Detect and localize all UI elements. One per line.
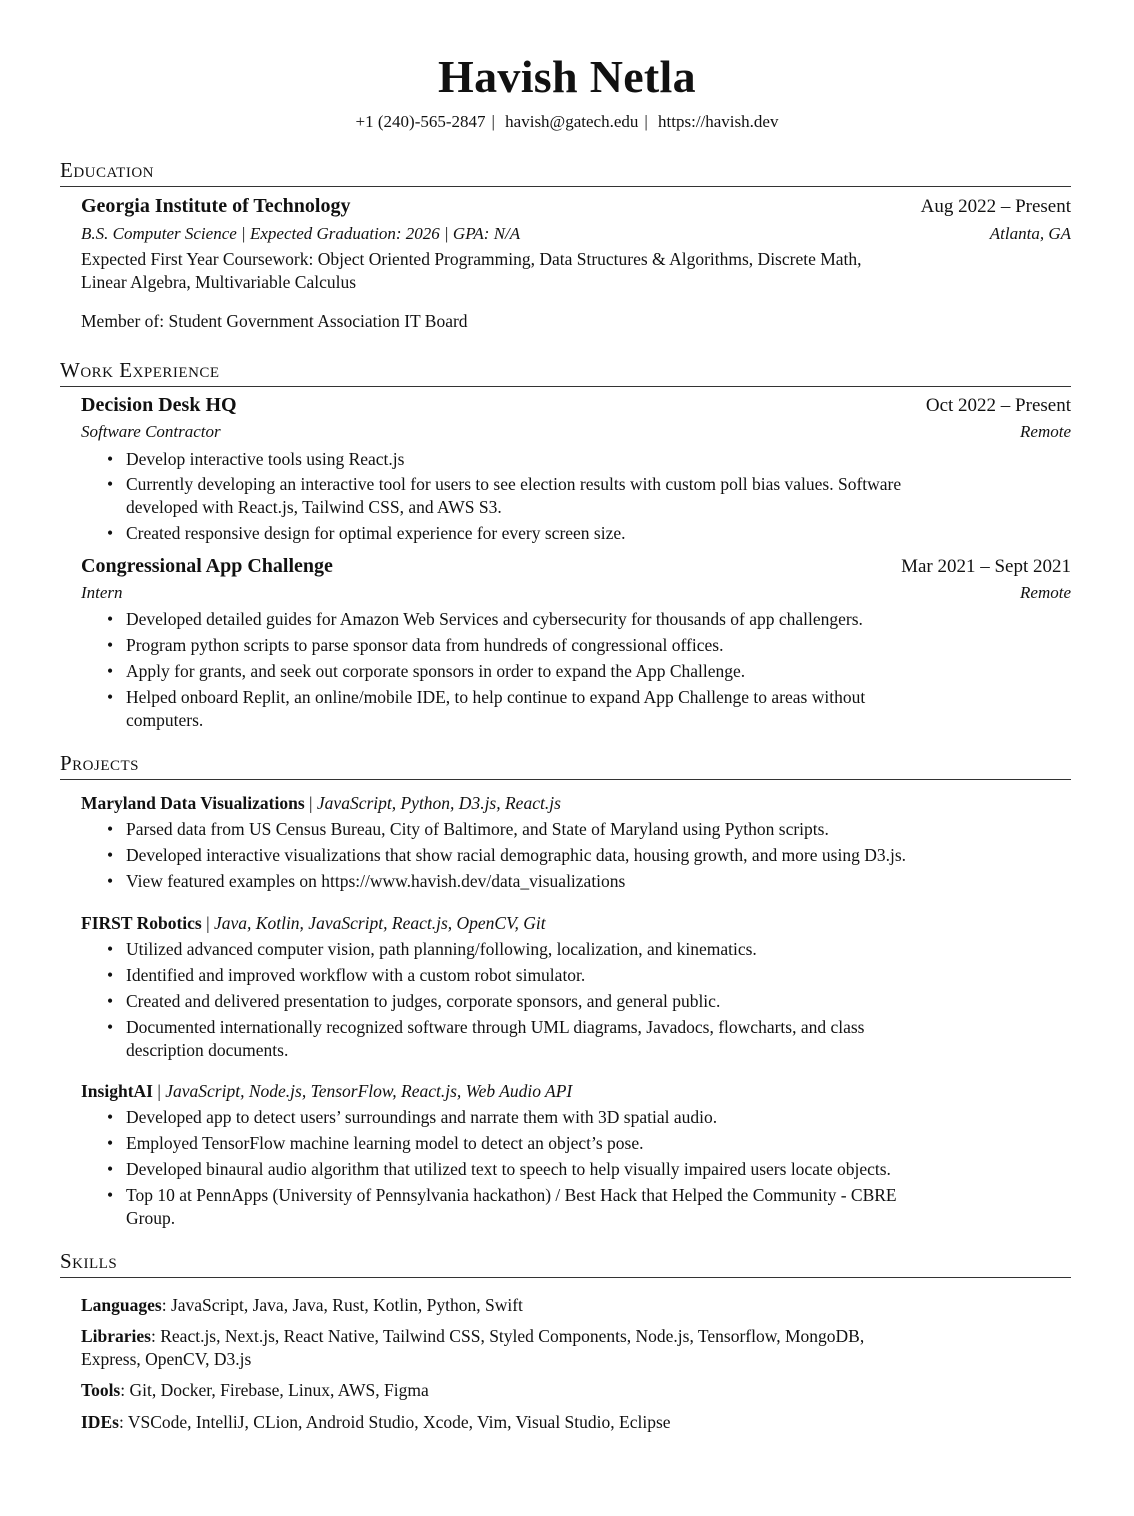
project-bullet: Parsed data from US Census Bureau, City of Baltimore, and State of Maryland using Python scripts. [126,819,829,839]
project-heading [81,793,561,814]
project-bullet: Developed interactive visualizations that show racial demographic data, housing growth, and more using D3.js. [126,845,907,865]
degree-line: B.S. Computer Science | Expected Graduation: 2026 | GPA: N/A [81,224,521,243]
skills-ides [81,1412,671,1433]
job-role: Intern [81,583,123,602]
candidate-name: Havish Netla [438,51,696,102]
skills-value: : JavaScript, Java, Java, Rust, Kotlin, Python, Swift [161,1295,523,1315]
project-bullet-continued: description documents. [126,1040,289,1060]
membership-line: Member of: Student Government Association IT Board [81,311,468,331]
separator: | [157,1081,161,1101]
bullet-marker: • [107,687,114,707]
job-dates: Oct 2022 – Present [925,395,1071,416]
job-bullet-continued: computers. [126,710,204,730]
bullet-marker: • [107,635,114,655]
project-tech: JavaScript, Python, D3.js, React.js [316,793,561,813]
bullet-marker: • [107,523,114,543]
contact-line [0,112,1134,132]
skills-label: Libraries [81,1326,151,1346]
bullet-marker: • [107,939,114,959]
project-bullet: Developed app to detect users’ surroundings and narrate them with 3D spatial audio. [126,1107,718,1127]
project-bullet: Documented internationally recognized software through UML diagrams, Javadocs, flowcharts, and class [126,1017,865,1037]
job-company: Decision Desk HQ [81,394,237,416]
separator: | [491,112,495,131]
job-bullet: Developed detailed guides for Amazon Web Services and cybersecurity for thousands of app challengers. [126,609,863,629]
project-bullet-continued: Group. [126,1208,176,1228]
school-name: Georgia Institute of Technology [81,195,351,217]
skills-languages [81,1295,523,1316]
bullet-marker: • [107,1017,114,1037]
skills-libraries-continued: Express, OpenCV, D3.js [81,1349,252,1369]
project-bullet: Utilized advanced computer vision, path planning/following, localization, and kinematics. [126,939,757,959]
project-tech: Java, Kotlin, JavaScript, React.js, OpenCV, Git [214,913,546,933]
education-location: Atlanta, GA [989,224,1071,243]
bullet-marker: • [107,1159,114,1179]
bullet-marker: • [107,609,114,629]
job-dates: Mar 2021 – Sept 2021 [901,556,1071,577]
skills-label: Languages [81,1295,162,1315]
skills-libraries [81,1326,864,1347]
project-heading [81,913,546,934]
job-location: Remote [1020,583,1071,602]
separator: | [309,793,313,813]
skills-label: Tools [81,1380,121,1400]
job-bullet: Created responsive design for optimal experience for every screen size. [126,523,626,543]
project-name: FIRST Robotics [81,913,202,933]
job-bullet: Helped onboard Replit, an online/mobile IDE, to help continue to expand App Challenge to areas without [126,687,866,707]
section-title-education: Education [60,158,154,182]
project-name: InsightAI [81,1081,153,1101]
project-name: Maryland Data Visualizations [81,793,305,813]
education-dates: Aug 2022 – Present [920,196,1071,217]
section-divider [60,186,1071,187]
bullet-marker: • [107,991,114,1011]
bullet-marker: • [107,871,114,891]
coursework-line: Expected First Year Coursework: Object Oriented Programming, Data Structures & Algorithms, Discrete Math, [81,249,862,269]
job-bullet-continued: developed with React.js, Tailwind CSS, and AWS S3. [126,497,502,517]
project-heading [81,1081,572,1102]
bullet-marker: • [107,474,114,494]
skills-value: : Git, Docker, Firebase, Linux, AWS, Figma [120,1380,429,1400]
project-bullet: Created and delivered presentation to judges, corporate sponsors, and general public. [126,991,721,1011]
section-title-work: Work Experience [60,358,220,382]
section-divider [60,386,1071,387]
section-divider [60,779,1071,780]
project-tech: JavaScript, Node.js, TensorFlow, React.js, Web Audio API [165,1081,573,1101]
bullet-marker: • [107,449,114,469]
skills-tools [81,1380,429,1401]
job-bullet: Program python scripts to parse sponsor data from hundreds of congressional offices. [126,635,724,655]
section-divider [60,1277,1071,1278]
bullet-marker: • [107,845,114,865]
job-bullet: Apply for grants, and seek out corporate sponsors in order to expand the App Challenge. [126,661,746,681]
job-bullet: Develop interactive tools using React.js [126,449,405,469]
separator: | [644,112,648,131]
separator: | [206,913,210,933]
project-bullet: Developed binaural audio algorithm that utilized text to speech to help visually impaired users locate objects. [126,1159,891,1179]
coursework-line: Linear Algebra, Multivariable Calculus [81,272,357,292]
section-title-projects: Projects [60,751,140,775]
bullet-marker: • [107,1185,114,1205]
bullet-marker: • [107,1133,114,1153]
bullet-marker: • [107,1107,114,1127]
website-link[interactable]: https://havish.dev [658,112,779,131]
section-title-skills: Skills [60,1249,118,1273]
project-bullet[interactable]: View featured examples on https://www.havish.dev/data_visualizations [126,871,626,891]
email-link[interactable]: havish@gatech.edu [505,112,639,131]
job-role: Software Contractor [81,422,221,441]
project-bullet: Identified and improved workflow with a custom robot simulator. [126,965,586,985]
project-bullet: Employed TensorFlow machine learning model to detect an object’s pose. [126,1133,644,1153]
skills-value: : React.js, Next.js, React Native, Tailwind CSS, Styled Components, Node.js, Tensorflow, MongoDB, [151,1326,865,1346]
skills-label: IDEs [81,1412,119,1432]
bullet-marker: • [107,661,114,681]
job-bullet: Currently developing an interactive tool for users to see election results with custom poll bias values. Software [126,474,902,494]
project-bullet: Top 10 at PennApps (University of Pennsylvania hackathon) / Best Hack that Helped the Community - CBRE [126,1185,897,1205]
phone: +1 (240)-565-2847 [355,112,486,131]
bullet-marker: • [107,965,114,985]
job-location: Remote [1020,422,1071,441]
bullet-marker: • [107,819,114,839]
job-company: Congressional App Challenge [81,555,333,577]
skills-value: : VSCode, IntelliJ, CLion, Android Studio, Xcode, Vim, Visual Studio, Eclipse [118,1412,671,1432]
